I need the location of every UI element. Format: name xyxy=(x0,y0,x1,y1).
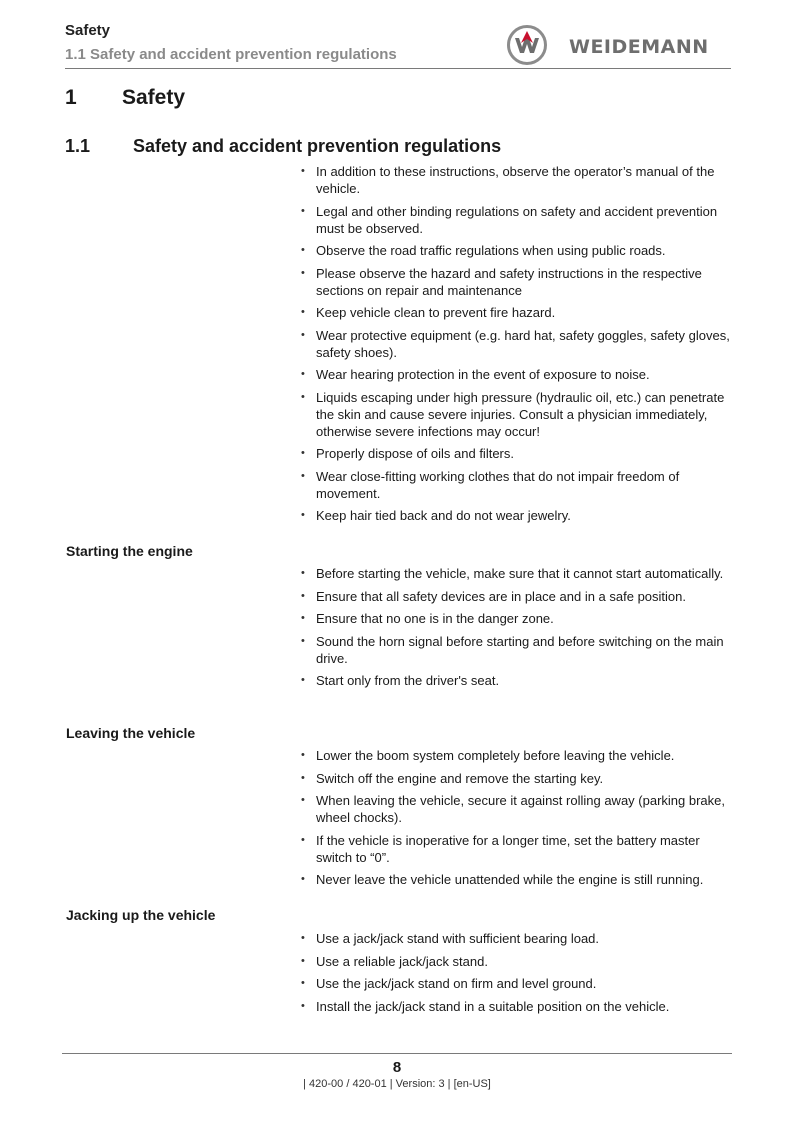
list-item: • Observe the road traffic regulations when using public roads. xyxy=(300,242,732,259)
list-item: • Lower the boom system completely before leaving the vehicle. xyxy=(300,747,732,764)
list-item: • Use the jack/jack stand on firm and level ground. xyxy=(300,975,732,992)
header-section-title: 1.1 Safety and accident prevention regulations xyxy=(65,46,397,63)
list-item: • Ensure that no one is in the danger zone. xyxy=(300,610,732,627)
jacking-vehicle-heading: Jacking up the vehicle xyxy=(66,907,216,923)
page-header xyxy=(65,22,731,69)
list-item: • If the vehicle is inoperative for a longer time, set the battery master switch to “0”. xyxy=(300,832,732,866)
list-item: • Use a reliable jack/jack stand. xyxy=(300,953,732,970)
list-item: • Legal and other binding regulations on safety and accident prevention must be observed. xyxy=(300,203,732,237)
footer-divider xyxy=(62,1053,732,1054)
jacking-vehicle-list xyxy=(300,930,732,1020)
list-item: • When leaving the vehicle, secure it against rolling away (parking brake, wheel chocks). xyxy=(300,792,732,826)
starting-engine-list xyxy=(300,565,732,695)
list-item: • Before starting the vehicle, make sure that it cannot start automatically. xyxy=(300,565,732,582)
section-number: 1.1 xyxy=(65,136,91,156)
section-heading xyxy=(65,136,501,157)
list-item: • Wear protective equipment (e.g. hard hat, safety goggles, safety gloves, safety shoes). xyxy=(300,327,732,361)
general-safety-list xyxy=(300,163,732,530)
list-item: • Properly dispose of oils and filters. xyxy=(300,445,732,462)
list-item: • Keep vehicle clean to prevent fire hazard. xyxy=(300,304,732,321)
document-id: | 420-00 / 420-01 | Version: 3 | [en-US] xyxy=(303,1078,491,1090)
list-item: • Use a jack/jack stand with sufficient bearing load. xyxy=(300,930,732,947)
list-item: • In addition to these instructions, observe the operator’s manual of the vehicle. xyxy=(300,163,732,197)
list-item: • Sound the horn signal before starting and before switching on the main drive. xyxy=(300,633,732,667)
list-item: • Keep hair tied back and do not wear jewelry. xyxy=(300,507,732,524)
list-item: • Never leave the vehicle unattended while the engine is still running. xyxy=(300,871,732,888)
leaving-vehicle-list xyxy=(300,747,732,894)
page-number: 8 xyxy=(392,1059,402,1076)
list-item: • Install the jack/jack stand in a suitable position on the vehicle. xyxy=(300,998,732,1015)
chapter-heading xyxy=(65,86,185,110)
list-item: • Please observe the hazard and safety instructions in the respective sections on repair and maintenance xyxy=(300,265,732,299)
starting-engine-heading: Starting the engine xyxy=(66,543,193,559)
list-item: • Wear close-fitting working clothes that do not impair freedom of movement. xyxy=(300,468,732,502)
header-chapter-title: Safety xyxy=(65,22,111,39)
chapter-title: Safety xyxy=(122,86,186,109)
list-item: • Liquids escaping under high pressure (hydraulic oil, etc.) can penetrate the skin and cause severe injuries. Consult a physician immediately, otherwise severe infections may occur! xyxy=(300,389,732,440)
weidemann-logo-icon xyxy=(507,25,547,65)
list-item: • Ensure that all safety devices are in place and in a safe position. xyxy=(300,588,732,605)
chapter-number: 1 xyxy=(65,86,77,109)
list-item: • Start only from the driver's seat. xyxy=(300,672,732,689)
list-item: • Switch off the engine and remove the starting key. xyxy=(300,770,732,787)
leaving-vehicle-heading: Leaving the vehicle xyxy=(66,725,196,741)
section-title: Safety and accident prevention regulations xyxy=(133,136,502,156)
brand-name: WEIDEMANN xyxy=(569,36,709,58)
list-item: • Wear hearing protection in the event of exposure to noise. xyxy=(300,366,732,383)
